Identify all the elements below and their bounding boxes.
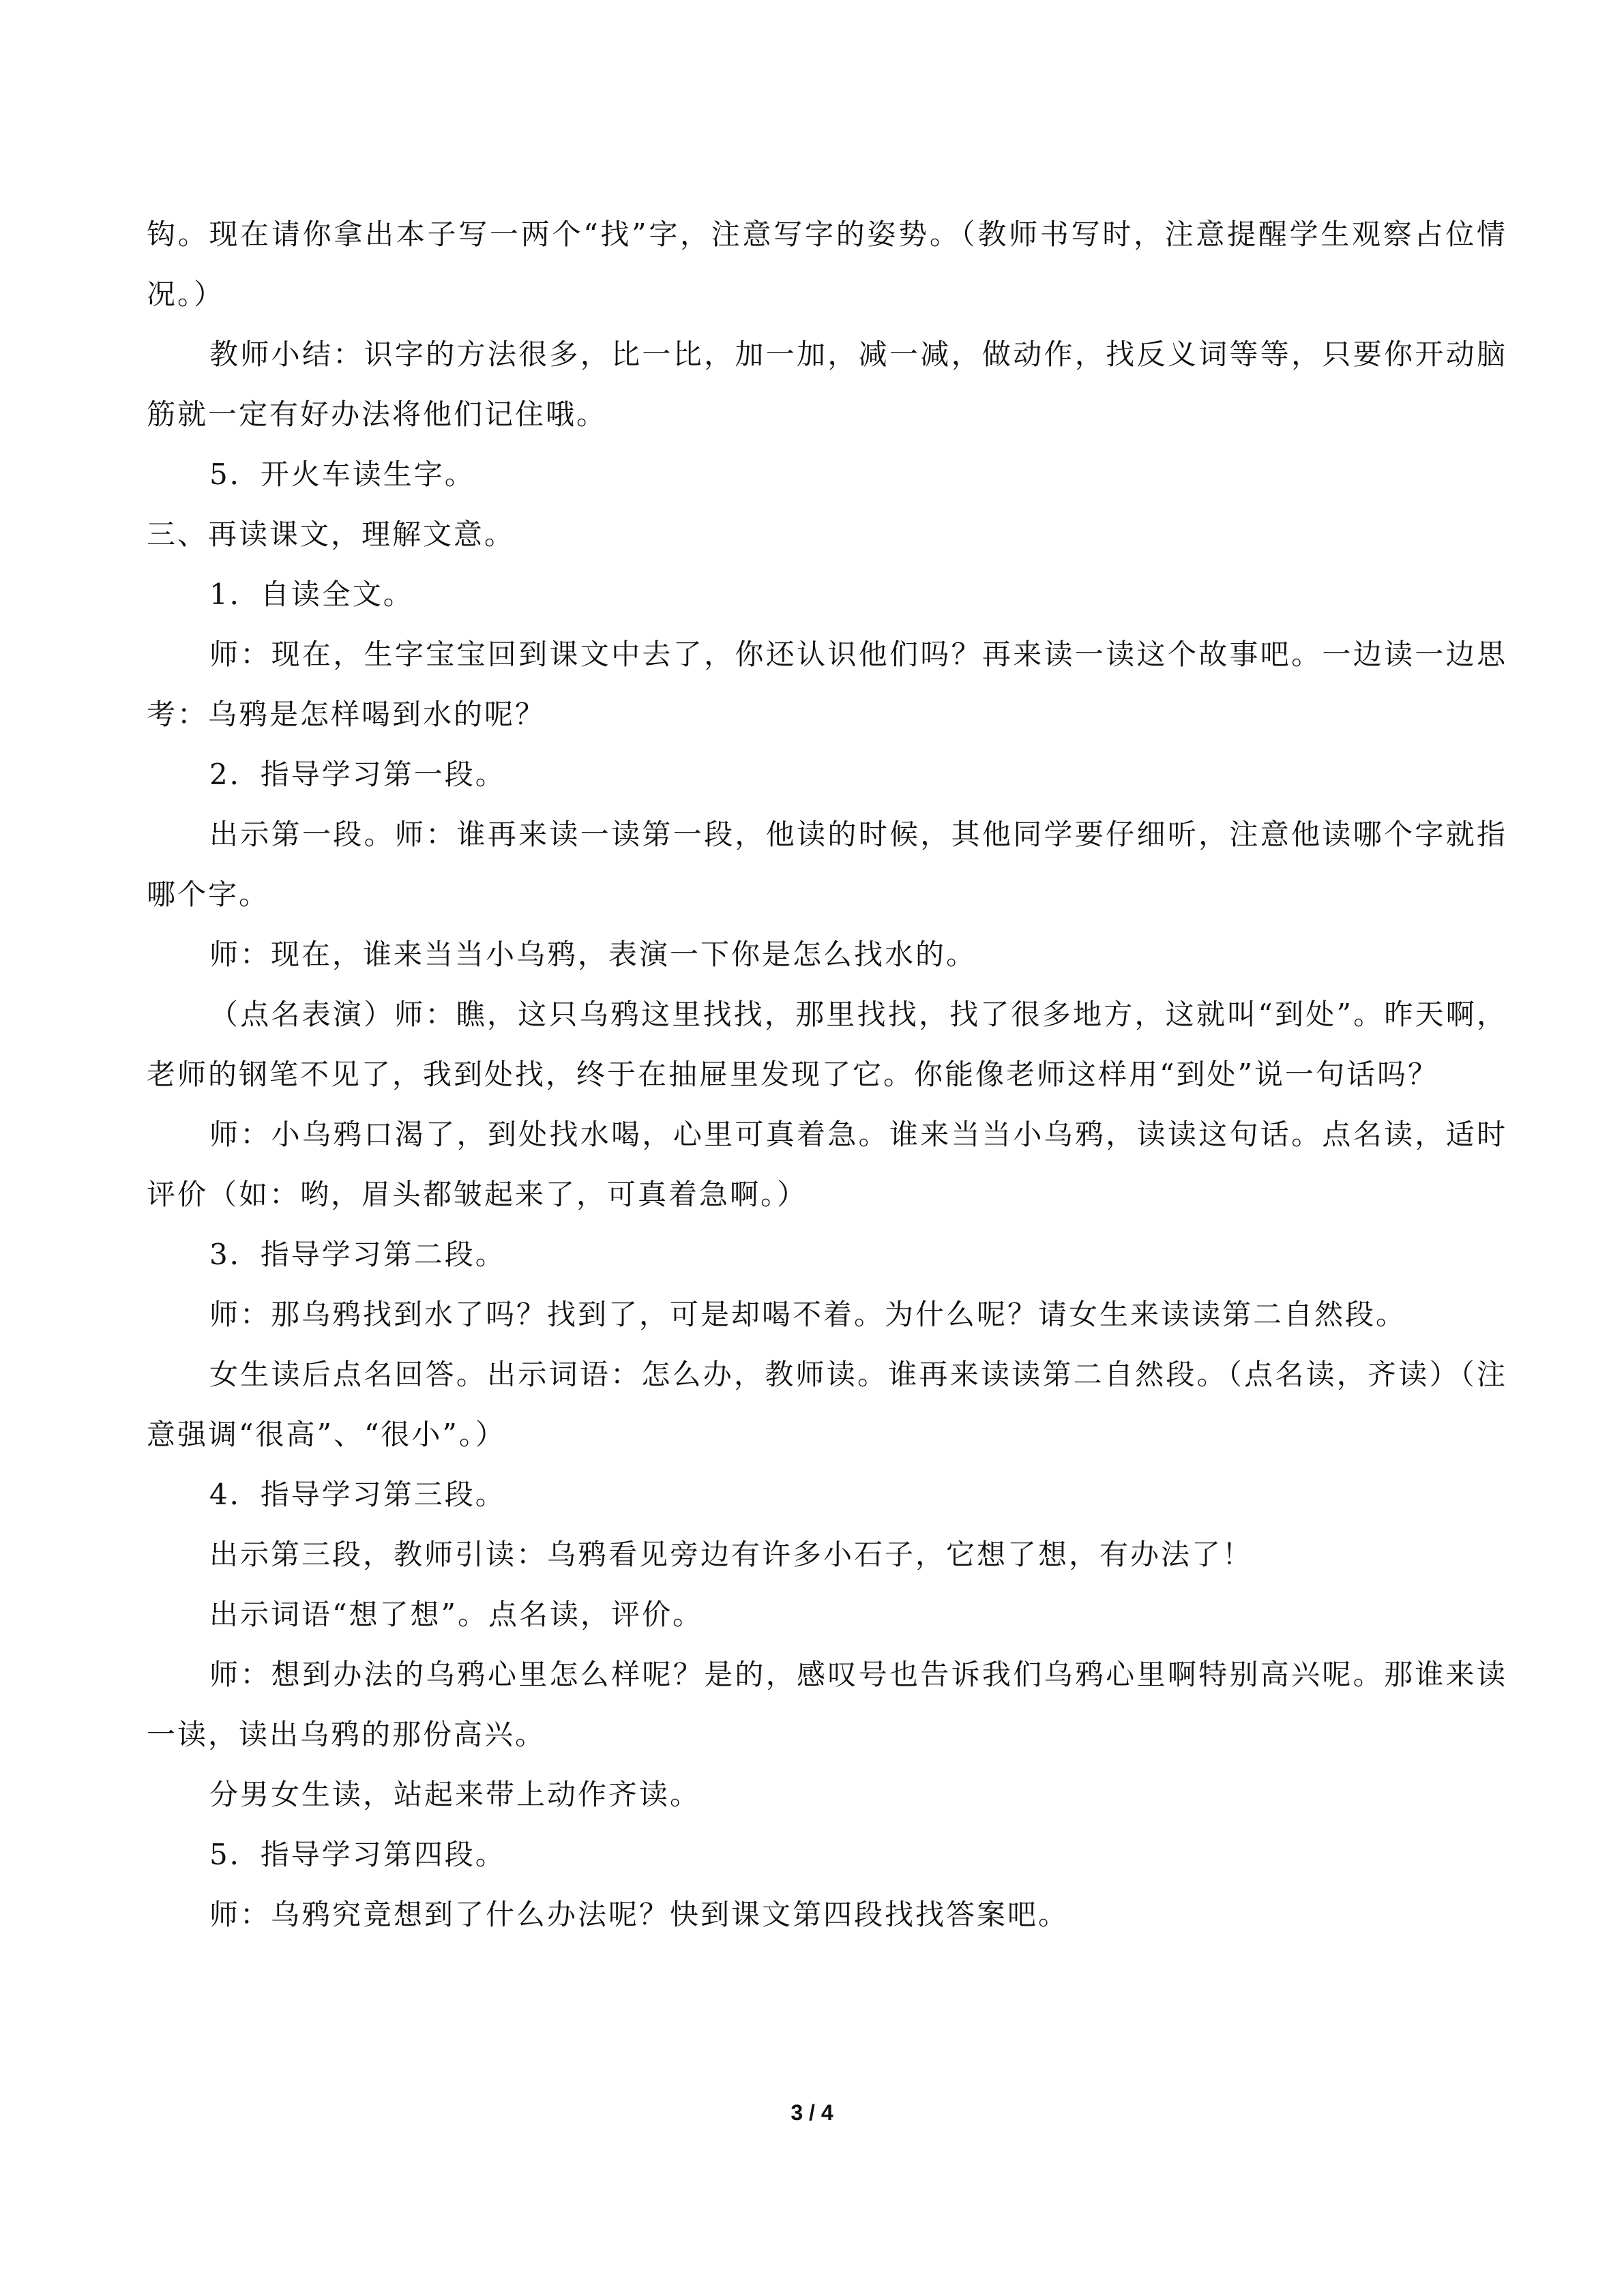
document-body [147, 205, 1507, 1945]
list-item: 5．指导学习第四段。 [209, 1838, 506, 1871]
list-item: 3．指导学习第二段。 [209, 1238, 506, 1271]
paragraph: 出示第三段，教师引读：乌鸦看见旁边有许多小石子，它想了想，有办法了！ [209, 1538, 1254, 1571]
paragraph: 师：乌鸦究竟想到了什么办法呢？快到课文第四段找找答案吧。 [209, 1898, 1069, 1931]
list-item: 2．指导学习第一段。 [209, 758, 506, 791]
section-heading: 三、再读课文，理解文意。 [147, 518, 516, 551]
paragraph: 出示第一段。师：谁再来读一读第一段，他读的时候，其他同学要仔细听，注意他读哪个字就指哪个字。 [147, 818, 1507, 911]
paragraph: 师：那乌鸦找到水了吗？找到了，可是却喝不着。为什么呢？请女生来读读第二自然段。 [209, 1298, 1407, 1331]
paragraph: 出示词语“想了想”。点名读，评价。 [209, 1598, 703, 1631]
paragraph: 钩。现在请你拿出本子写一两个“找”字，注意写字的姿势。（教师书写时，注意提醒学生观察占位情况。） [147, 218, 1507, 311]
paragraph: 师：现在，谁来当当小乌鸦，表演一下你是怎么找水的。 [209, 938, 977, 971]
list-item: 1．自读全文。 [209, 578, 414, 611]
paragraph: 师：现在，生字宝宝回到课文中去了，你还认识他们吗？再来读一读这个故事吧。一边读一边思考：乌鸦是怎样喝到水的呢？ [147, 638, 1507, 731]
list-item: 4．指导学习第三段。 [209, 1478, 506, 1511]
paragraph: 教师小结：识字的方法很多，比一比，加一加，减一减，做动作，找反义词等等，只要你开动脑筋就一定有好办法将他们记住哦。 [147, 338, 1507, 431]
list-item: 5．开火车读生字。 [209, 458, 475, 491]
paragraph: （点名表演）师：瞧，这只乌鸦这里找找，那里找找，找了很多地方，这就叫“到处”。昨天啊，老师的钢笔不见了，我到处找，终于在抽屉里发现了它。你能像老师这样用“到处”说一句话吗？ [147, 998, 1507, 1091]
page-number: 3 / 4 [791, 2100, 833, 2125]
paragraph: 师：想到办法的乌鸦心里怎么样呢？是的，感叹号也告诉我们乌鸦心里啊特别高兴呢。那谁来读一读，读出乌鸦的那份高兴。 [147, 1658, 1507, 1751]
paragraph: 分男女生读，站起来带上动作齐读。 [209, 1778, 701, 1811]
paragraph: 女生读后点名回答。出示词语：怎么办，教师读。谁再来读读第二自然段。（点名读，齐读）（注意强调“很高”、“很小”。） [147, 1358, 1507, 1451]
paragraph: 师：小乌鸦口渴了，到处找水喝，心里可真着急。谁来当当小乌鸦，读读这句话。点名读，适时评价（如：哟，眉头都皱起来了，可真着急啊。） [147, 1118, 1507, 1211]
